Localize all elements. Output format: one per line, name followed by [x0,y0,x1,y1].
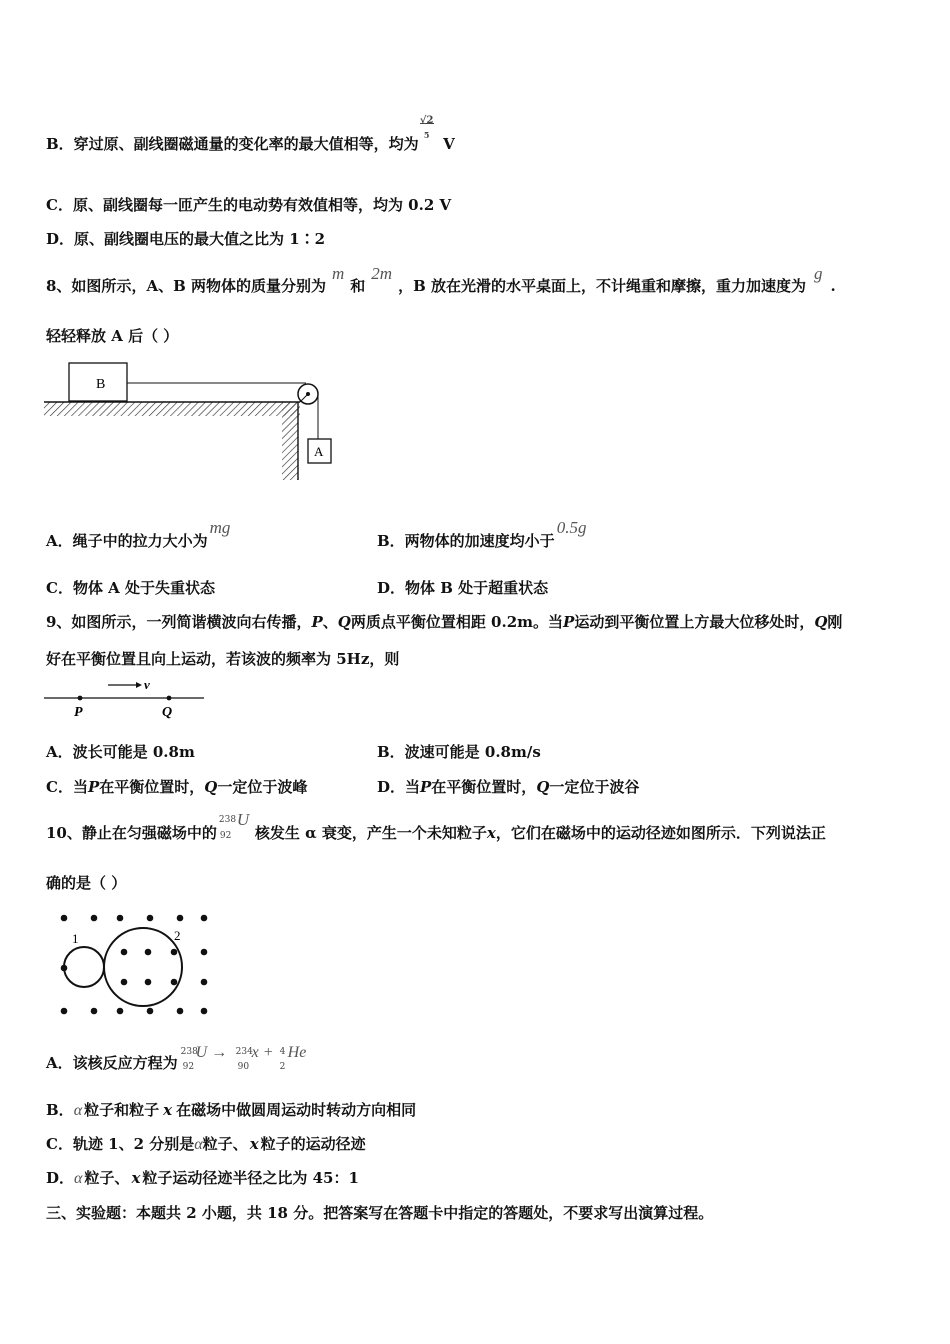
q7-fraction-denominator: 5 [423,130,430,140]
q10-option-d-label: D． [46,1169,75,1187]
q9-option-b: B．波速可能是 0.8m/s [377,743,541,761]
q7-option-b-text: B．穿过原、副线圈磁通量的变化率的最大值相等，均为 [46,135,419,153]
q10-option-b-tail: 在磁场中做圆周运动时转动方向相同 [176,1101,417,1119]
q8-stem-a: 8、如图所示，A、B 两物体的质量分别为 [46,277,326,295]
q10-option-c-a: C．轨迹 1、2 分别是 [46,1135,195,1153]
q10-stem-c: ，它们在磁场中的运动径迹如图所示．下列说法正 [495,824,826,842]
point-p [78,696,83,701]
q8-stem-b: 和 [350,277,366,295]
q7-unit: V [443,135,455,153]
q10-x: x [486,824,496,842]
q8-pulley-diagram [44,358,344,484]
q10-option-a [46,1044,318,1074]
q10-stem-a: 10、静止在匀强磁场中的 [46,824,217,842]
wall-hatch [282,402,298,480]
q10-eq-u-z: 92 [182,1062,195,1072]
q8-mass-b: 2m [371,264,393,283]
q7-option-d: D．原、副线圈电压的最大值之比为 1∶2 [46,230,326,248]
track-2 [104,928,182,1006]
table-hatch [44,402,300,416]
q8-option-a [46,518,231,551]
track-1-label: 1 [72,931,79,946]
q10-option-c-x: x [249,1135,259,1153]
q10-u-mass: 238 [218,815,237,825]
velocity-arrow-head [136,682,142,688]
q10-option-c-alpha: α [194,1136,203,1153]
q9-q: Q [337,613,351,631]
q8-option-d: D．物体 B 处于超重状态 [377,579,549,597]
q8-stem-d: . [830,277,836,295]
q10-option-c-c: 粒子的运动径迹 [260,1135,366,1153]
point-q-label: Q [162,705,173,720]
q8-gravity: g [813,264,823,283]
q8-stem-c: ，B 放在光滑的水平桌面上，不计绳重和摩擦，重力加速度为 [398,277,806,295]
track-1 [64,947,104,987]
q9-option-c [46,777,307,797]
q9-option-d-a: D．当 [377,778,421,796]
q8-stem-2: 轻轻释放 A 后（ ） [46,327,179,345]
q10-eq-he: He [287,1044,307,1061]
q9-option-c-q: Q [204,778,218,796]
q10-option-d [46,1168,359,1189]
q8-option-c: C．物体 A 处于失重状态 [46,579,216,597]
q10-eq-uranium [178,1044,234,1074]
q9-option-c-p: P [87,778,100,796]
q10-option-a-text: A．该核反应方程为 [46,1054,178,1072]
q10-u-z: 92 [219,831,232,841]
q10-option-b-text: 粒子和粒子 [84,1101,160,1119]
q9-stem-d: 刚 [827,613,843,631]
q9-option-d-b: 在平衡位置时， [431,778,537,796]
q10-option-b-x: x [163,1101,173,1119]
q9-stem-c: 运动到平衡位置上方最大位移处时， [574,613,815,631]
point-p-label: P [74,705,83,720]
q10-stem-2: 确的是（ ） [46,874,127,892]
q10-stem-b: 核发生 α 衰变，产生一个未知粒子 [254,824,487,842]
q7-option-b [46,115,455,155]
q10-eq-helium [278,1044,318,1074]
velocity-label: v [144,677,150,692]
q10-u-symbol: U [236,810,250,829]
q7-fraction [419,115,438,155]
q10-eq-he-mass: 4 [279,1047,286,1057]
block-a-label: A [314,444,324,459]
q8-option-b [377,518,587,551]
q8-option-b-text: B．两物体的加速度均小于 [377,532,555,550]
q10-option-b [46,1100,416,1121]
q10-eq-he-z: 2 [279,1062,286,1072]
q10-eq-x [234,1044,278,1074]
section-3-heading: 三、实验题：本题共 2 小题，共 18 分。把答案写在答题卡中指定的答题处，不要求写出演算过程。 [46,1204,714,1222]
track-2-label: 2 [174,928,181,943]
q9-option-c-a: C．当 [46,778,88,796]
point-q [167,696,172,701]
q10-eq-x-symbol: x + [251,1044,274,1061]
q9-option-d-q: Q [536,778,550,796]
q9-stem [46,612,842,632]
q7-option-c: C．原、副线圈每一匝产生的电动势有效值相等，均为 0.2 V [46,196,452,214]
q9-wave-diagram [44,674,208,720]
q8-option-b-math: 0.5g [556,518,587,537]
q9-stem-a: 9、如图所示，一列简谐横波向右传播， [46,613,312,631]
q9-stem-2: 好在平衡位置且向上运动，若该波的频率为 5Hz，则 [46,650,400,668]
q10-option-d-x: x [131,1169,141,1187]
q9-option-a: A．波长可能是 0.8m [46,743,195,761]
q9-option-c-b: 在平衡位置时， [99,778,205,796]
q8-option-a-math: mg [209,518,231,537]
q9-option-d-c: 一定位于波谷 [549,778,640,796]
q9-option-d [377,777,639,797]
q10-eq-x-z: 90 [237,1062,250,1072]
q10-magnetic-field-diagram [52,906,222,1018]
block-b-label: B [96,377,106,392]
q10-stem [46,810,826,844]
q10-option-d-alpha: α [74,1170,83,1187]
q10-eq-x-mass: 234 [235,1047,253,1057]
q10-option-d-a: 粒子、 [84,1169,130,1187]
q9-p-2: P [563,613,575,631]
q10-uranium [217,810,255,844]
q10-alpha: α [73,1102,83,1119]
q9-sep: 、 [322,613,338,631]
q10-option-c [46,1134,366,1155]
q7-fraction-numerator: √2 [419,115,434,126]
q10-option-d-b: 粒子运动径迹半径之比为 45：1 [142,1169,359,1187]
q8-mass-a: m [331,264,345,283]
q9-stem-b: 两质点平衡位置相距 0.2m。当 [350,613,564,631]
q9-q-2: Q [814,613,828,631]
q9-p: P [311,613,323,631]
q10-eq-u: U → [195,1044,228,1061]
q10-option-c-b: 粒子、 [202,1135,248,1153]
q10-eq-u-mass: 238 [180,1047,198,1057]
q9-option-c-c: 一定位于波峰 [217,778,308,796]
q8-stem [46,264,836,296]
q10-option-b-label: B． [46,1101,74,1119]
q8-option-a-text: A．绳子中的拉力大小为 [46,532,208,550]
q9-option-d-p: P [420,778,432,796]
